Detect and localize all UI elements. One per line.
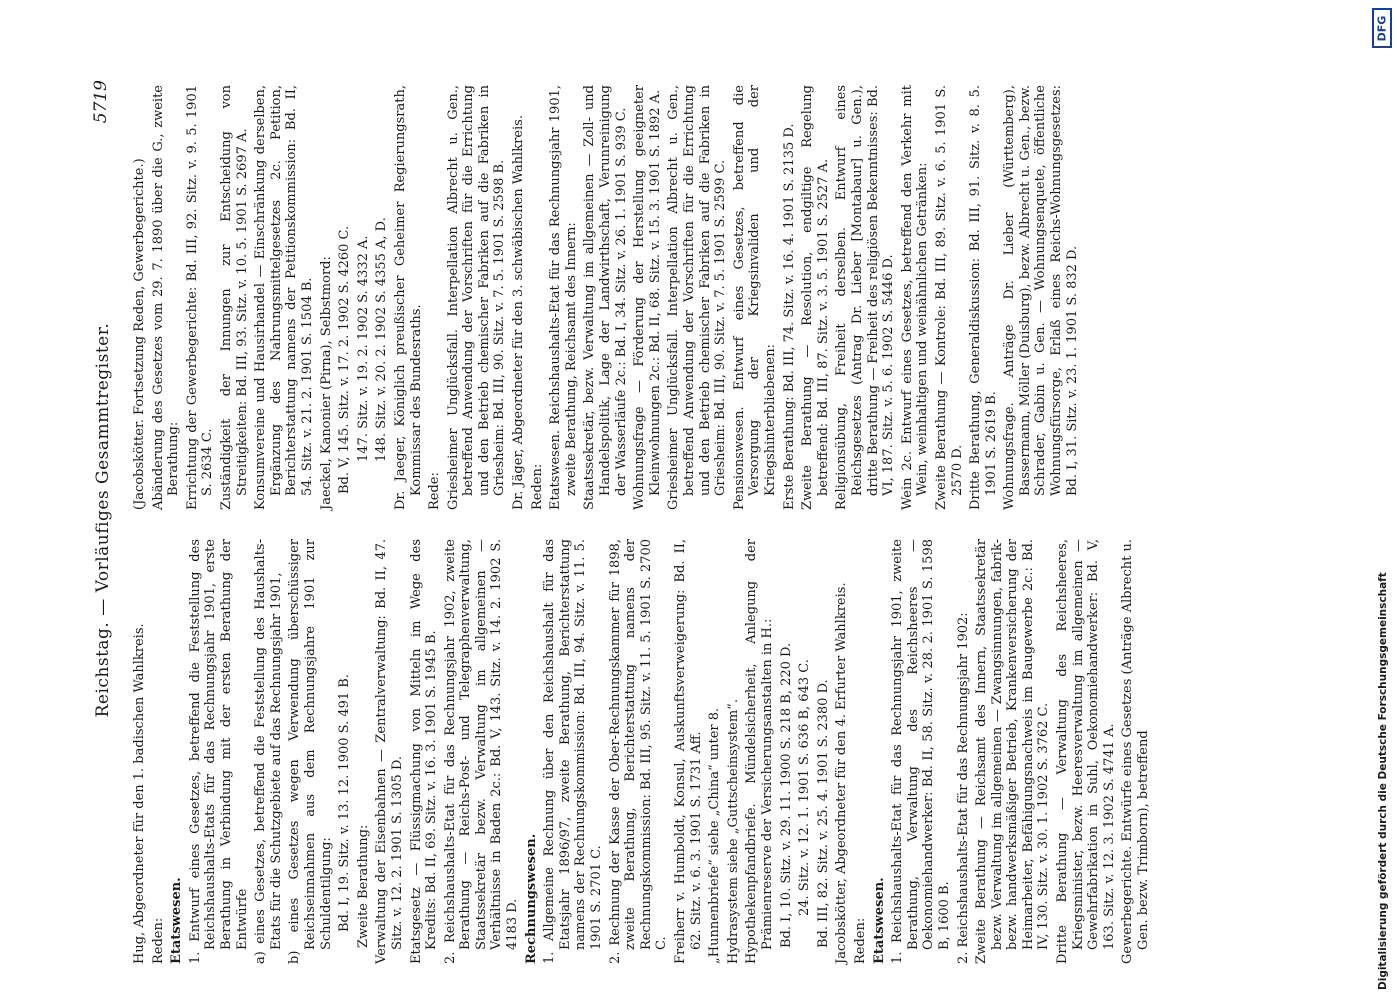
list-item: Dritte Berathung — Verwaltung des Reichsheeres, Kriegsminister, bezw. Heeresverwaltung im allgemeinen — Gewehrfabrikation in Suhl, Oekonomiehandwerker: Bd. V, 163. Sitz. v. 12. 3. 1902 S. 4741 A. <box>1055 539 1117 964</box>
left-column <box>132 539 1155 964</box>
entry-heading: Etatswesen. Reichshaushalts-Etat für das Rechnungsjahr 1901, zweite Berathung, Reichsamt des Innern: <box>548 85 579 510</box>
funding-notice: Digitalisierung gefördert durch die Deutsche Forschungsgemeinschaft <box>1377 572 1389 990</box>
reference: Bd. V, 145. Sitz. v. 17. 2. 1902 S. 4260 C. <box>337 225 353 494</box>
entry-heading: Jacobskötter, Abgeordneter für den 4. Erfurter Wahlkreis. <box>834 582 850 964</box>
rotated-register-page <box>88 70 1268 970</box>
reference: 147. Sitz. v. 19. 2. 1902 S. 4332 A. <box>355 235 371 462</box>
right-column <box>132 85 1083 510</box>
list-item: 1. Entwurf eines Gesetzes, betreffend die Feststellung des Reichshaushalts-Etats für das Rechnungsjahr 1901, erste Berathung in Verbindung mit der ersten Berathung der Entwürfe <box>187 539 250 964</box>
entry-heading: Wein 2c. Entwurf eines Gesetzes, betreffend den Verkehr mit Wein, weinhaltigen und weinähnlichen Getränken: <box>899 85 931 510</box>
entry-heading: Wohnungsfrage. Anträge Dr. Lieber (Württemberg), Bassermann, Möller (Duisburg), bezw. Albrecht u. Gen., bezw. Schrader, Gabin u. Gen. — Wohnungsenquete, öffentliche Wohnungsfürsorge, Erlaß eines Reichs-Wohnungsgesetzes: Bd. I, 31. Sitz. v. 23. 1. 1901 S. 832 D. <box>1002 85 1080 510</box>
list-item: Abänderung des Gesetzes vom 29. 7. 1890 über die G., zweite Berathung: <box>150 85 182 510</box>
list-item: 2. Reichshaushalts-Etat für das Rechnungsjahr 1902, zweite Berathung — Reichs-Post- und Telegraphenverwaltung, Staatssekretär bezw. Verwaltung im allgemeinen — Verhältnisse in Baden 2c.: Bd. V, 143. Sitz. v. 14. 2. 1902 S. 4183 D. <box>442 539 521 964</box>
dfg-logo-label: DFG <box>1375 15 1389 41</box>
entry-heading: Konsumvereine und Hausirhandel — Einschränkung derselben, Ergänzung des Nahrungsmittelgesetzes 2c. Petition, Berichterstattung namens der Petitionskommission: Bd. II, 54. Sitz. v. 21. 2. 1901 S. 1504 B. <box>253 85 315 510</box>
list-item: Verwaltung der Eisenbahnen — Zentralverwaltung: Bd. II, 47. Sitz. v. 12. 2. 1901 S. 1305 D. <box>374 539 405 964</box>
section-heading: Rechnungswesen. <box>523 833 539 964</box>
subheading: Reden: <box>529 463 545 510</box>
entry-heading: Religionsübung, Freiheit derselben. Entwurf eines Reichsgesetzes (Antrag Dr. Lieber [Montabaur] u. Gen.), dritte Berathung — Freiheit des religiösen Bekenntnisses: Bd. VI, 187. Sitz. v. 5. 6. 1902 S. 5446 D. <box>834 85 897 510</box>
continuation-heading: (Jacobskötter. Fortsetzung Reden, Gewerbegerichte.) <box>132 158 147 510</box>
list-item: 1. Allgemeine Rechnung über den Reichshaushalt für das Etatsjahr 1896/97, zweite Berathung, Berichterstattung namens der Rechnungskommission: Bd. III, 94. Sitz. v. 11. 5. 1901 S. 2701 C. <box>542 539 605 964</box>
entry-heading: Dr. Jäger, Abgeordneter für den 3. schwäbischen Wahlkreis. <box>511 115 527 510</box>
list-item: Zweite Berathung — Kontrole: Bd. III, 89. Sitz. v. 6. 5. 1901 S. 2570 D. <box>933 85 965 510</box>
list-item: Zuständigkeit der Innungen zur Entscheidung von Streitigkeiten: Bd. III, 93. Sitz. v. 10. 5. 1901 S. 2697 A. <box>218 85 250 510</box>
page-header <box>88 70 128 970</box>
list-item: b) eines Gesetzes wegen Verwendung überschüssiger Reichseinnahmen aus dem Rechnungsjahre 1901 zur Schuldentilgung: <box>287 539 334 964</box>
reference: 148. Sitz. v. 20. 2. 1902 S. 4355 A, D. <box>374 217 390 462</box>
entry-heading: Hug, Abgeordneter für den 1. badischen Wahlkreis. <box>132 623 147 964</box>
list-item: 2. Rechnung der Kasse der Ober-Rechnungskammer für 1898, zweite Berathung, Berichterstattung namens der Rechnungskommission: Bd. III, 95. Sitz. v. 11. 5. 1901 S. 2700 C. <box>607 539 670 964</box>
list-item: a) eines Gesetzes, betreffend die Feststellung des Haushalts-Etats für die Schutzgebiete auf das Rechnungsjahr 1901, <box>253 539 284 964</box>
entry-heading: Jaeckel, Kanonier (Pirna), Selbstmord: <box>318 256 334 510</box>
reference: Bd. I, 10. Sitz. v. 29. 11. 1900 S. 218 B, 220 D. <box>778 642 794 948</box>
reference: 24. Sitz. v. 12. 1. 1901 S. 636 B, 643 C. <box>797 659 813 916</box>
list-item: Zweite Berathung — Reichsamt des Innern, Staatssekretär bezw. Verwaltung im allgemeinen — Zwangsinnungen, fabrik- bezw. handwerksmäßiger Betrieb, Krankenversicherung der Heimarbeiter, Befähigungsnachweis im Baugewerbe 2c.: Bd. IV, 130. Sitz. v. 30. 1. 1902 S. 3762 C. <box>974 539 1052 964</box>
list-item: Errichtung der Gewerbegerichte: Bd. III, 92. Sitz. v. 9. 5. 1901 S. 2634 C. <box>184 85 216 510</box>
section-heading: Etatswesen. <box>871 877 887 964</box>
dfg-logo-icon <box>1372 8 1392 48</box>
entry-heading: Hydrasystem siehe „Guttscheinsystem“. <box>725 699 741 964</box>
subheading: Rede: <box>427 472 443 510</box>
entry-heading: Gewerbegerichte. Entwürfe eines Gesetzes (Anträge Albrecht u. Gen. bezw. Trimborn), betreffend <box>1120 539 1152 964</box>
list-item: 1. Reichshaushalts-Etat für das Rechnungsjahr 1901, zweite Berathung, Verwaltung des Reichsheeres — Oekonomiehandwerker: Bd. II, 58. Sitz. v. 28. 2. 1901 S. 1598 B, 1600 B. <box>890 539 952 964</box>
reference: Bd. I, 19. Sitz. v. 13. 12. 1900 S. 491 B. <box>337 674 353 932</box>
entry-heading: Pensionswesen. Entwurf eines Gesetzes, betreffend die Versorgung der Kriegsinvaliden und der Kriegshinterbliebenen: <box>731 85 778 510</box>
entry-heading: Freiherr v. Humboldt, Konsul, Auskunftsverweigerung: Bd. II, 62. Sitz. v. 6. 3. 1901 S. 1731 Aff. <box>673 539 704 964</box>
entry-heading: „Hunnenbriefe“ siehe „China“ unter 8. <box>707 707 723 964</box>
entry-heading: Dr. Jaeger, Königlich preußischer Geheimer Regierungsrath, Kommissar des Bundesraths. <box>392 85 424 510</box>
subheading: Zweite Berathung: <box>355 824 371 948</box>
list-item: Staatssekretär, bezw. Verwaltung im allgemeinen — Zoll- und Handelspolitik, Lage der Landwirthschaft, Verunreinigung der Wasserläufe 2c.: Bd. I, 34. Sitz. v. 26. 1. 1901 S. 939 C. <box>582 85 629 510</box>
entry-heading: Hypothekenpfandbriefe. Mündelsicherheit, Anlegung der Prämienreserve der Versicherungsanstalten in H.: <box>744 539 775 964</box>
list-item: Wohnungsfrage — Förderung der Herstellung geeigneter Kleinwohnungen 2c.: Bd. II, 68. Sitz. v. 15. 3. 1901 S. 1892 A. <box>632 85 663 510</box>
entry-heading: Griesheimer Unglücksfall. Interpellation Albrecht u. Gen., betreffend Anwendung der Vorschriften für die Errichtung und den Betrieb chemischer Fabriken auf die Fabriken in Griesheim: Bd. III, 90. Sitz. v. 7. 5. 1901 S. 2599 C. <box>666 85 729 510</box>
subheading: Reden: <box>852 917 868 964</box>
list-item: 2. Reichshaushalts-Etat für das Rechnungsjahr 1902: <box>955 612 971 964</box>
reference: Bd. III, 82. Sitz. v. 25. 4. 1901 S. 2380 D. <box>815 679 831 948</box>
subheading: Reden: <box>150 917 166 964</box>
list-item: Zweite Berathung — Resolution, endgiltige Regelung betreffend: Bd. III, 87. Sitz. v. 3. 5. 1901 S. 2527 A. <box>800 85 831 510</box>
section-heading: Etatswesen. <box>169 877 185 964</box>
entry-heading: Griesheimer Unglücksfall. Interpellation Albrecht u. Gen., betreffend Anwendung der Vorschriften für die Errichtung und den Betrieb chemischer Fabriken auf die Fabriken in Griesheim: Bd. III, 90. Sitz. v. 7. 5. 1901 S. 2598 B. <box>445 85 508 510</box>
list-item: Erste Berathung: Bd. III, 74. Sitz. v. 16. 4. 1901 S. 2135 D. <box>781 123 797 510</box>
running-title: Reichstag. — Vorläufiges Gesammtregister. <box>93 322 113 718</box>
list-item: Dritte Berathung, Generaldiskussion: Bd. III, 91. Sitz. v. 8. 5. 1901 S. 2619 B. <box>968 85 999 510</box>
page-number: 5719 <box>91 80 111 124</box>
list-item: Etatsgesetz — Flüssigmachung von Mitteln im Wege des Kredits: Bd. II, 69. Sitz. v. 16. 3. 1901 S. 1945 B. <box>408 539 440 964</box>
dfg-funding-stamp <box>1371 6 1393 994</box>
